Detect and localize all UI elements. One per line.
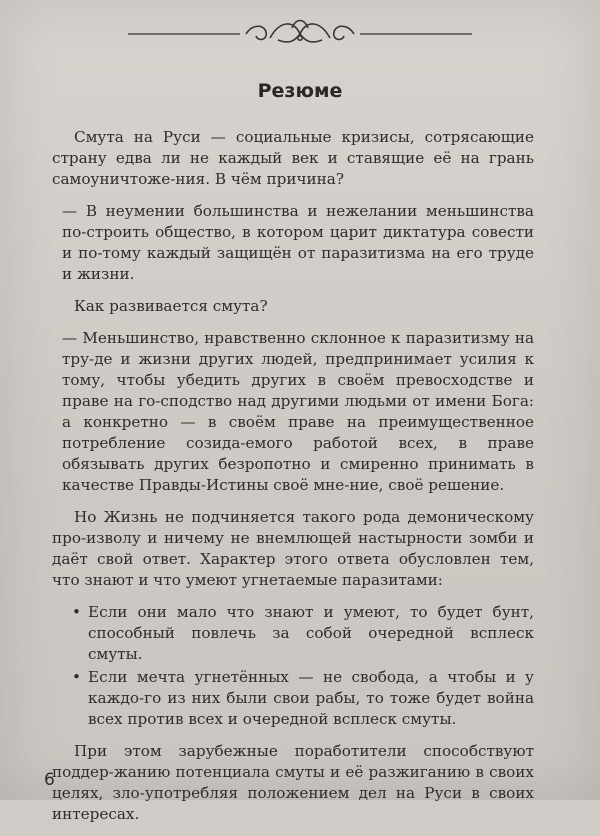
paragraph-question-2: Как развивается смута? — [74, 297, 268, 315]
list-item: • Если мечта угнетённых — не свобода, а чтобы и у каждо-го из них были свои рабы, то тоже будет война всех против всех и очередной всплеск смуты. — [88, 667, 534, 730]
flourish-ornament-icon — [128, 14, 472, 50]
list-item: • Если они мало что знают и умеют, то будет бунт, способный повлечь за собой очередной всплеск смуты. — [88, 602, 534, 665]
paragraph-answer-1: — В неумении большинства и нежелании меньшинства по-строить общество, в котором царит диктатура совести и по-тому каждый защищён от паразитизма на его труде и жизни. — [62, 202, 534, 283]
paragraph-life-response: Но Жизнь не подчиняется такого рода демоническому про-изволу и ничему не внемлющей настырности зомби и даёт свой ответ. Характер этого ответа обусловлен тем, что знают и что умеют угнетаемые паразитами: — [52, 508, 534, 589]
paragraph-answer-2: — Меньшинство, нравственно склонное к паразитизму на тру-де и жизни других людей, предпринимает усилия к тому, чтобы убедить других в своём превосходстве и праве на го-сподство над другими людьми от имени Бога: а конкретно — в своём праве на преимущественное потребление созида-емого работой всех, в праве обязывать других безропотно и смиренно принимать в качестве Правды-Истины своё мне-ние, своё решение. — [62, 329, 534, 494]
paragraph-intro: Смута на Руси — социальные кризисы, сотрясающие страну едва ли не каждый век и ставящие её на грань самоуничтоже-ния. В чём причина? — [52, 128, 534, 188]
bullet-list — [52, 602, 534, 730]
section-title: Резюме — [257, 80, 343, 102]
paragraph-closing: При этом зарубежные поработители способствуют поддер-жанию потенциала смуты и её разжиганию в своих целях, зло-употребляя положением дел на Руси в своих интересах. — [52, 742, 534, 823]
body-text — [52, 127, 534, 836]
page-number: 6 — [44, 770, 55, 790]
